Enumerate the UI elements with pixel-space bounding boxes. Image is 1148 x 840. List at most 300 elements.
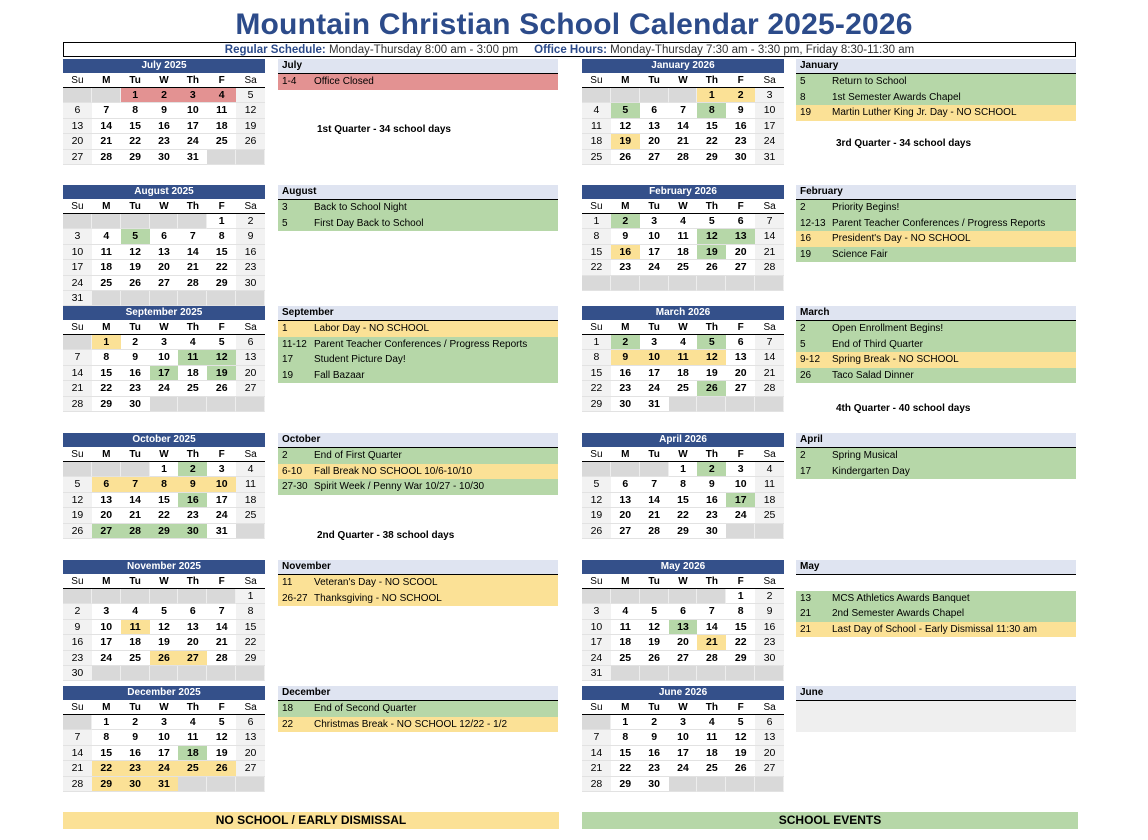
day-cell: 9 [121, 730, 150, 745]
event-row [278, 591, 558, 607]
day-cell: 24 [755, 134, 784, 149]
weekday-header: M [611, 199, 640, 214]
empty-day-cell [640, 666, 669, 681]
event-date: 12-13 [800, 217, 826, 229]
empty-day-cell [178, 291, 207, 306]
day-cell: 7 [207, 604, 236, 619]
day-cell: 20 [236, 746, 265, 761]
month-calendar [582, 306, 784, 412]
event-row [278, 352, 558, 368]
weekday-header: F [726, 447, 755, 462]
day-cell: 2 [640, 715, 669, 730]
day-cell: 4 [92, 229, 121, 244]
day-cell: 28 [755, 381, 784, 396]
day-cell: 29 [236, 651, 265, 666]
empty-day-cell [92, 589, 121, 604]
weekday-header: F [726, 199, 755, 214]
day-cell: 14 [92, 119, 121, 134]
event-row [796, 74, 1076, 90]
day-cell: 3 [178, 88, 207, 103]
day-cell: 7 [63, 350, 92, 365]
day-cell: 24 [640, 260, 669, 275]
day-cell: 3 [63, 229, 92, 244]
event-row [796, 591, 1076, 607]
weekday-header: Tu [121, 199, 150, 214]
day-cell: 10 [669, 730, 698, 745]
day-cell: 23 [640, 761, 669, 776]
weekday-header: Th [178, 73, 207, 88]
day-cell: 19 [640, 635, 669, 650]
weekday-header: Tu [121, 574, 150, 589]
day-cell: 16 [640, 746, 669, 761]
day-cell: 15 [697, 119, 726, 134]
day-cell: 13 [611, 493, 640, 508]
day-cell: 12 [726, 730, 755, 745]
event-date: 2 [800, 323, 806, 334]
weekday-header: Sa [236, 320, 265, 335]
month-title: January 2026 [582, 59, 784, 73]
event-date: 17 [800, 465, 812, 477]
day-cell: 20 [726, 366, 755, 381]
events-panel [796, 306, 1076, 383]
empty-day-cell [92, 666, 121, 681]
weekday-header: Th [697, 447, 726, 462]
event-date: 26 [800, 369, 812, 381]
empty-day-cell [121, 291, 150, 306]
day-cell: 15 [726, 620, 755, 635]
day-cell: 22 [92, 381, 121, 396]
day-cell: 17 [178, 119, 207, 134]
weekday-header: Th [178, 574, 207, 589]
day-cell: 8 [726, 604, 755, 619]
day-cell: 16 [726, 119, 755, 134]
day-cell: 30 [755, 651, 784, 666]
events-panel [796, 59, 1076, 121]
event-date: 1 [282, 323, 288, 334]
day-cell: 4 [582, 103, 611, 118]
event-row [796, 448, 1076, 464]
event-date [796, 575, 832, 591]
day-cell: 25 [669, 381, 698, 396]
month-calendar [63, 306, 265, 412]
day-cell: 30 [178, 524, 207, 539]
events-month-title: April [796, 433, 1076, 448]
day-cell: 22 [611, 761, 640, 776]
day-cell: 6 [92, 477, 121, 492]
weekday-header: Tu [640, 574, 669, 589]
event-text: Back to School Night [314, 202, 407, 213]
day-cell: 13 [755, 730, 784, 745]
day-cell: 4 [669, 335, 698, 350]
weekday-header: W [669, 73, 698, 88]
empty-day-cell [669, 777, 698, 792]
day-cell: 7 [582, 730, 611, 745]
event-row [278, 479, 558, 495]
event-text: Science Fair [832, 248, 888, 260]
day-cell: 7 [92, 103, 121, 118]
day-cell: 23 [121, 761, 150, 776]
day-cell: 18 [611, 635, 640, 650]
month-calendar [582, 686, 784, 792]
day-cell: 7 [178, 229, 207, 244]
day-cell: 12 [121, 245, 150, 260]
day-cell: 15 [207, 245, 236, 260]
day-cell: 3 [207, 462, 236, 477]
day-cell: 10 [207, 477, 236, 492]
quarter-note-2: 2nd Quarter - 38 school days [317, 530, 455, 541]
day-cell: 2 [755, 589, 784, 604]
events-panel [796, 560, 1076, 637]
day-cell: 25 [178, 381, 207, 396]
weekday-header: Tu [121, 73, 150, 88]
day-cell: 28 [697, 651, 726, 666]
day-cell: 22 [669, 508, 698, 523]
weekday-header: Sa [755, 199, 784, 214]
weekday-header: F [207, 447, 236, 462]
event-text: President's Day - NO SCHOOL [832, 233, 971, 245]
day-cell: 19 [697, 245, 726, 260]
day-cell: 26 [697, 381, 726, 396]
weekday-header: W [669, 320, 698, 335]
empty-day-cell [150, 291, 179, 306]
event-date: 8 [800, 91, 806, 103]
weekday-header: W [150, 700, 179, 715]
day-cell: 19 [582, 508, 611, 523]
day-cell: 8 [582, 229, 611, 244]
empty-day-cell [726, 276, 755, 291]
day-cell: 9 [150, 103, 179, 118]
day-cell: 17 [63, 260, 92, 275]
day-cell: 14 [121, 493, 150, 508]
day-cell: 19 [611, 134, 640, 149]
day-cell: 24 [150, 761, 179, 776]
weekday-header: Th [697, 73, 726, 88]
day-cell: 29 [92, 397, 121, 412]
event-date: 3 [282, 202, 288, 213]
day-cell: 18 [178, 366, 207, 381]
event-date: 5 [282, 217, 288, 229]
event-row [278, 74, 558, 90]
day-cell: 28 [640, 524, 669, 539]
day-cell: 20 [178, 635, 207, 650]
day-cell: 27 [92, 524, 121, 539]
events-month-title: March [796, 306, 1076, 321]
event-text: Spring Break - NO SCHOOL [832, 354, 959, 366]
empty-day-cell [121, 589, 150, 604]
day-cell: 6 [726, 335, 755, 350]
day-cell: 31 [582, 666, 611, 681]
day-cell: 5 [697, 335, 726, 350]
month-title: May 2026 [582, 560, 784, 574]
empty-day-cell [63, 462, 92, 477]
month-calendar [63, 433, 265, 539]
day-cell: 14 [755, 229, 784, 244]
weekday-header: Tu [640, 700, 669, 715]
day-cell: 7 [669, 103, 698, 118]
weekday-header: F [207, 574, 236, 589]
event-text: Parent Teacher Conferences / Progress Reports [314, 338, 528, 350]
weekday-header: Su [582, 199, 611, 214]
day-cell: 8 [697, 103, 726, 118]
day-cell: 19 [150, 635, 179, 650]
empty-day-cell [726, 397, 755, 412]
day-cell: 5 [121, 229, 150, 244]
event-text: Office Closed [314, 76, 374, 87]
day-cell: 6 [640, 103, 669, 118]
day-cell: 10 [63, 245, 92, 260]
day-cell: 22 [150, 508, 179, 523]
day-cell: 12 [611, 119, 640, 134]
weekday-header: Th [697, 700, 726, 715]
day-cell: 18 [207, 119, 236, 134]
day-cell: 5 [207, 715, 236, 730]
day-cell: 30 [121, 397, 150, 412]
day-cell: 6 [236, 715, 265, 730]
month-title: September 2025 [63, 306, 265, 320]
events-panel [278, 185, 558, 231]
empty-day-cell [582, 589, 611, 604]
weekday-header: F [207, 199, 236, 214]
day-cell: 12 [207, 730, 236, 745]
empty-day-cell [582, 715, 611, 730]
empty-day-cell [178, 666, 207, 681]
day-cell: 2 [236, 214, 265, 229]
day-cell: 8 [611, 730, 640, 745]
day-cell: 8 [669, 477, 698, 492]
event-text: Fall Bazaar [314, 369, 365, 381]
day-cell: 1 [669, 462, 698, 477]
empty-day-cell [755, 777, 784, 792]
event-row [278, 200, 558, 216]
day-cell: 16 [121, 366, 150, 381]
day-cell: 2 [697, 462, 726, 477]
day-cell: 8 [92, 730, 121, 745]
empty-day-cell [611, 276, 640, 291]
day-cell: 15 [150, 493, 179, 508]
day-cell: 14 [697, 620, 726, 635]
weekday-header: Tu [640, 320, 669, 335]
day-cell: 28 [63, 397, 92, 412]
weekday-header: Sa [236, 447, 265, 462]
day-cell: 3 [669, 715, 698, 730]
weekday-header: M [92, 320, 121, 335]
schedule-bar [63, 42, 1076, 57]
day-cell: 5 [611, 103, 640, 118]
month-title: June 2026 [582, 686, 784, 700]
day-cell: 1 [121, 88, 150, 103]
day-cell: 5 [63, 477, 92, 492]
empty-day-cell [207, 397, 236, 412]
empty-day-cell [121, 462, 150, 477]
event-text: First Day Back to School [314, 217, 424, 229]
event-date: 18 [282, 703, 294, 714]
weekday-header: Su [63, 574, 92, 589]
day-cell: 15 [92, 746, 121, 761]
empty-day-cell [92, 462, 121, 477]
day-cell: 6 [755, 715, 784, 730]
day-cell: 2 [178, 462, 207, 477]
day-cell: 16 [121, 746, 150, 761]
empty-day-cell [755, 397, 784, 412]
day-cell: 24 [582, 651, 611, 666]
day-cell: 14 [63, 366, 92, 381]
day-cell: 20 [611, 508, 640, 523]
day-cell: 23 [121, 381, 150, 396]
event-row [796, 216, 1076, 232]
day-cell: 29 [611, 777, 640, 792]
day-cell: 11 [178, 730, 207, 745]
day-cell: 27 [178, 651, 207, 666]
day-cell: 2 [726, 88, 755, 103]
day-cell: 18 [92, 260, 121, 275]
day-cell: 10 [92, 620, 121, 635]
day-cell: 21 [63, 761, 92, 776]
day-cell: 12 [697, 350, 726, 365]
day-cell: 21 [121, 508, 150, 523]
event-date: 11-12 [282, 338, 307, 350]
day-cell: 8 [150, 477, 179, 492]
day-cell: 24 [640, 381, 669, 396]
event-row [796, 701, 1076, 732]
weekday-header: F [207, 700, 236, 715]
events-panel [796, 433, 1076, 479]
day-cell: 1 [92, 335, 121, 350]
day-cell: 24 [92, 651, 121, 666]
empty-day-cell [63, 589, 92, 604]
event-text [832, 575, 1076, 591]
day-cell: 22 [726, 635, 755, 650]
day-cell: 21 [207, 635, 236, 650]
day-cell: 29 [207, 276, 236, 291]
event-date: 2 [282, 450, 288, 461]
weekday-header: F [726, 700, 755, 715]
day-cell: 23 [236, 260, 265, 275]
day-cell: 16 [611, 245, 640, 260]
day-cell: 29 [697, 150, 726, 165]
month-title: February 2026 [582, 185, 784, 199]
day-cell: 9 [611, 350, 640, 365]
events-month-title: June [796, 686, 1076, 701]
day-cell: 15 [121, 119, 150, 134]
day-cell: 20 [150, 260, 179, 275]
day-cell: 27 [236, 381, 265, 396]
day-cell: 20 [726, 245, 755, 260]
day-cell: 23 [611, 381, 640, 396]
weekday-header: W [150, 199, 179, 214]
empty-day-cell [582, 88, 611, 103]
events-month-title: February [796, 185, 1076, 200]
day-cell: 18 [669, 245, 698, 260]
day-cell: 7 [63, 730, 92, 745]
event-text: MCS Athletics Awards Banquet [832, 592, 970, 604]
day-cell: 22 [207, 260, 236, 275]
event-text: Return to School [832, 76, 907, 87]
day-cell: 7 [755, 214, 784, 229]
event-text: Spirit Week / Penny War 10/27 - 10/30 [314, 481, 485, 493]
day-cell: 26 [150, 651, 179, 666]
day-cell: 21 [697, 635, 726, 650]
event-date: 26-27 [282, 592, 308, 604]
day-cell: 24 [178, 134, 207, 149]
weekday-header: Su [63, 199, 92, 214]
event-date: 2 [800, 450, 806, 461]
empty-day-cell [669, 88, 698, 103]
empty-day-cell [697, 666, 726, 681]
event-text: Kindergarten Day [832, 465, 910, 477]
empty-day-cell [63, 715, 92, 730]
day-cell: 11 [178, 350, 207, 365]
day-cell: 6 [63, 103, 92, 118]
day-cell: 3 [150, 335, 179, 350]
day-cell: 3 [582, 604, 611, 619]
day-cell: 25 [178, 761, 207, 776]
event-row [278, 321, 558, 337]
event-row [278, 717, 558, 733]
month-title: August 2025 [63, 185, 265, 199]
empty-day-cell [640, 462, 669, 477]
day-cell: 12 [207, 350, 236, 365]
day-cell: 26 [236, 134, 265, 149]
day-cell: 31 [178, 150, 207, 165]
day-cell: 15 [92, 366, 121, 381]
day-cell: 27 [669, 651, 698, 666]
event-row [278, 464, 558, 480]
event-text: End of First Quarter [314, 450, 402, 461]
day-cell: 23 [697, 508, 726, 523]
day-cell: 13 [236, 350, 265, 365]
day-cell: 24 [207, 508, 236, 523]
day-cell: 26 [611, 150, 640, 165]
day-cell: 11 [92, 245, 121, 260]
events-panel [278, 306, 558, 383]
day-cell: 7 [697, 604, 726, 619]
quarter-note-3: 3rd Quarter - 34 school days [836, 138, 972, 149]
day-cell: 4 [697, 715, 726, 730]
day-cell: 14 [178, 245, 207, 260]
weekday-header: F [207, 320, 236, 335]
day-cell: 21 [669, 134, 698, 149]
weekday-header: M [611, 447, 640, 462]
day-cell: 26 [697, 260, 726, 275]
day-cell: 10 [726, 477, 755, 492]
event-row [278, 337, 558, 353]
weekday-header: Th [178, 199, 207, 214]
weekday-header: F [726, 574, 755, 589]
day-cell: 4 [236, 462, 265, 477]
weekday-header: Su [63, 700, 92, 715]
events-panel [278, 433, 558, 495]
day-cell: 12 [582, 493, 611, 508]
event-text: Last Day of School - Early Dismissal 11:30 am [832, 623, 1037, 635]
weekday-header: Su [63, 447, 92, 462]
day-cell: 10 [150, 350, 179, 365]
events-month-title: August [278, 185, 558, 200]
day-cell: 11 [582, 119, 611, 134]
weekday-header: Su [63, 320, 92, 335]
page-title: Mountain Christian School Calendar 2025-2026 [235, 8, 913, 41]
day-cell: 27 [236, 761, 265, 776]
empty-day-cell [150, 214, 179, 229]
event-row [278, 368, 558, 384]
event-text: 1st Semester Awards Chapel [832, 91, 961, 103]
empty-day-cell [697, 589, 726, 604]
empty-day-cell [582, 276, 611, 291]
day-cell: 22 [236, 635, 265, 650]
empty-day-cell [236, 777, 265, 792]
empty-day-cell [207, 150, 236, 165]
weekday-header: M [92, 73, 121, 88]
day-cell: 9 [236, 229, 265, 244]
